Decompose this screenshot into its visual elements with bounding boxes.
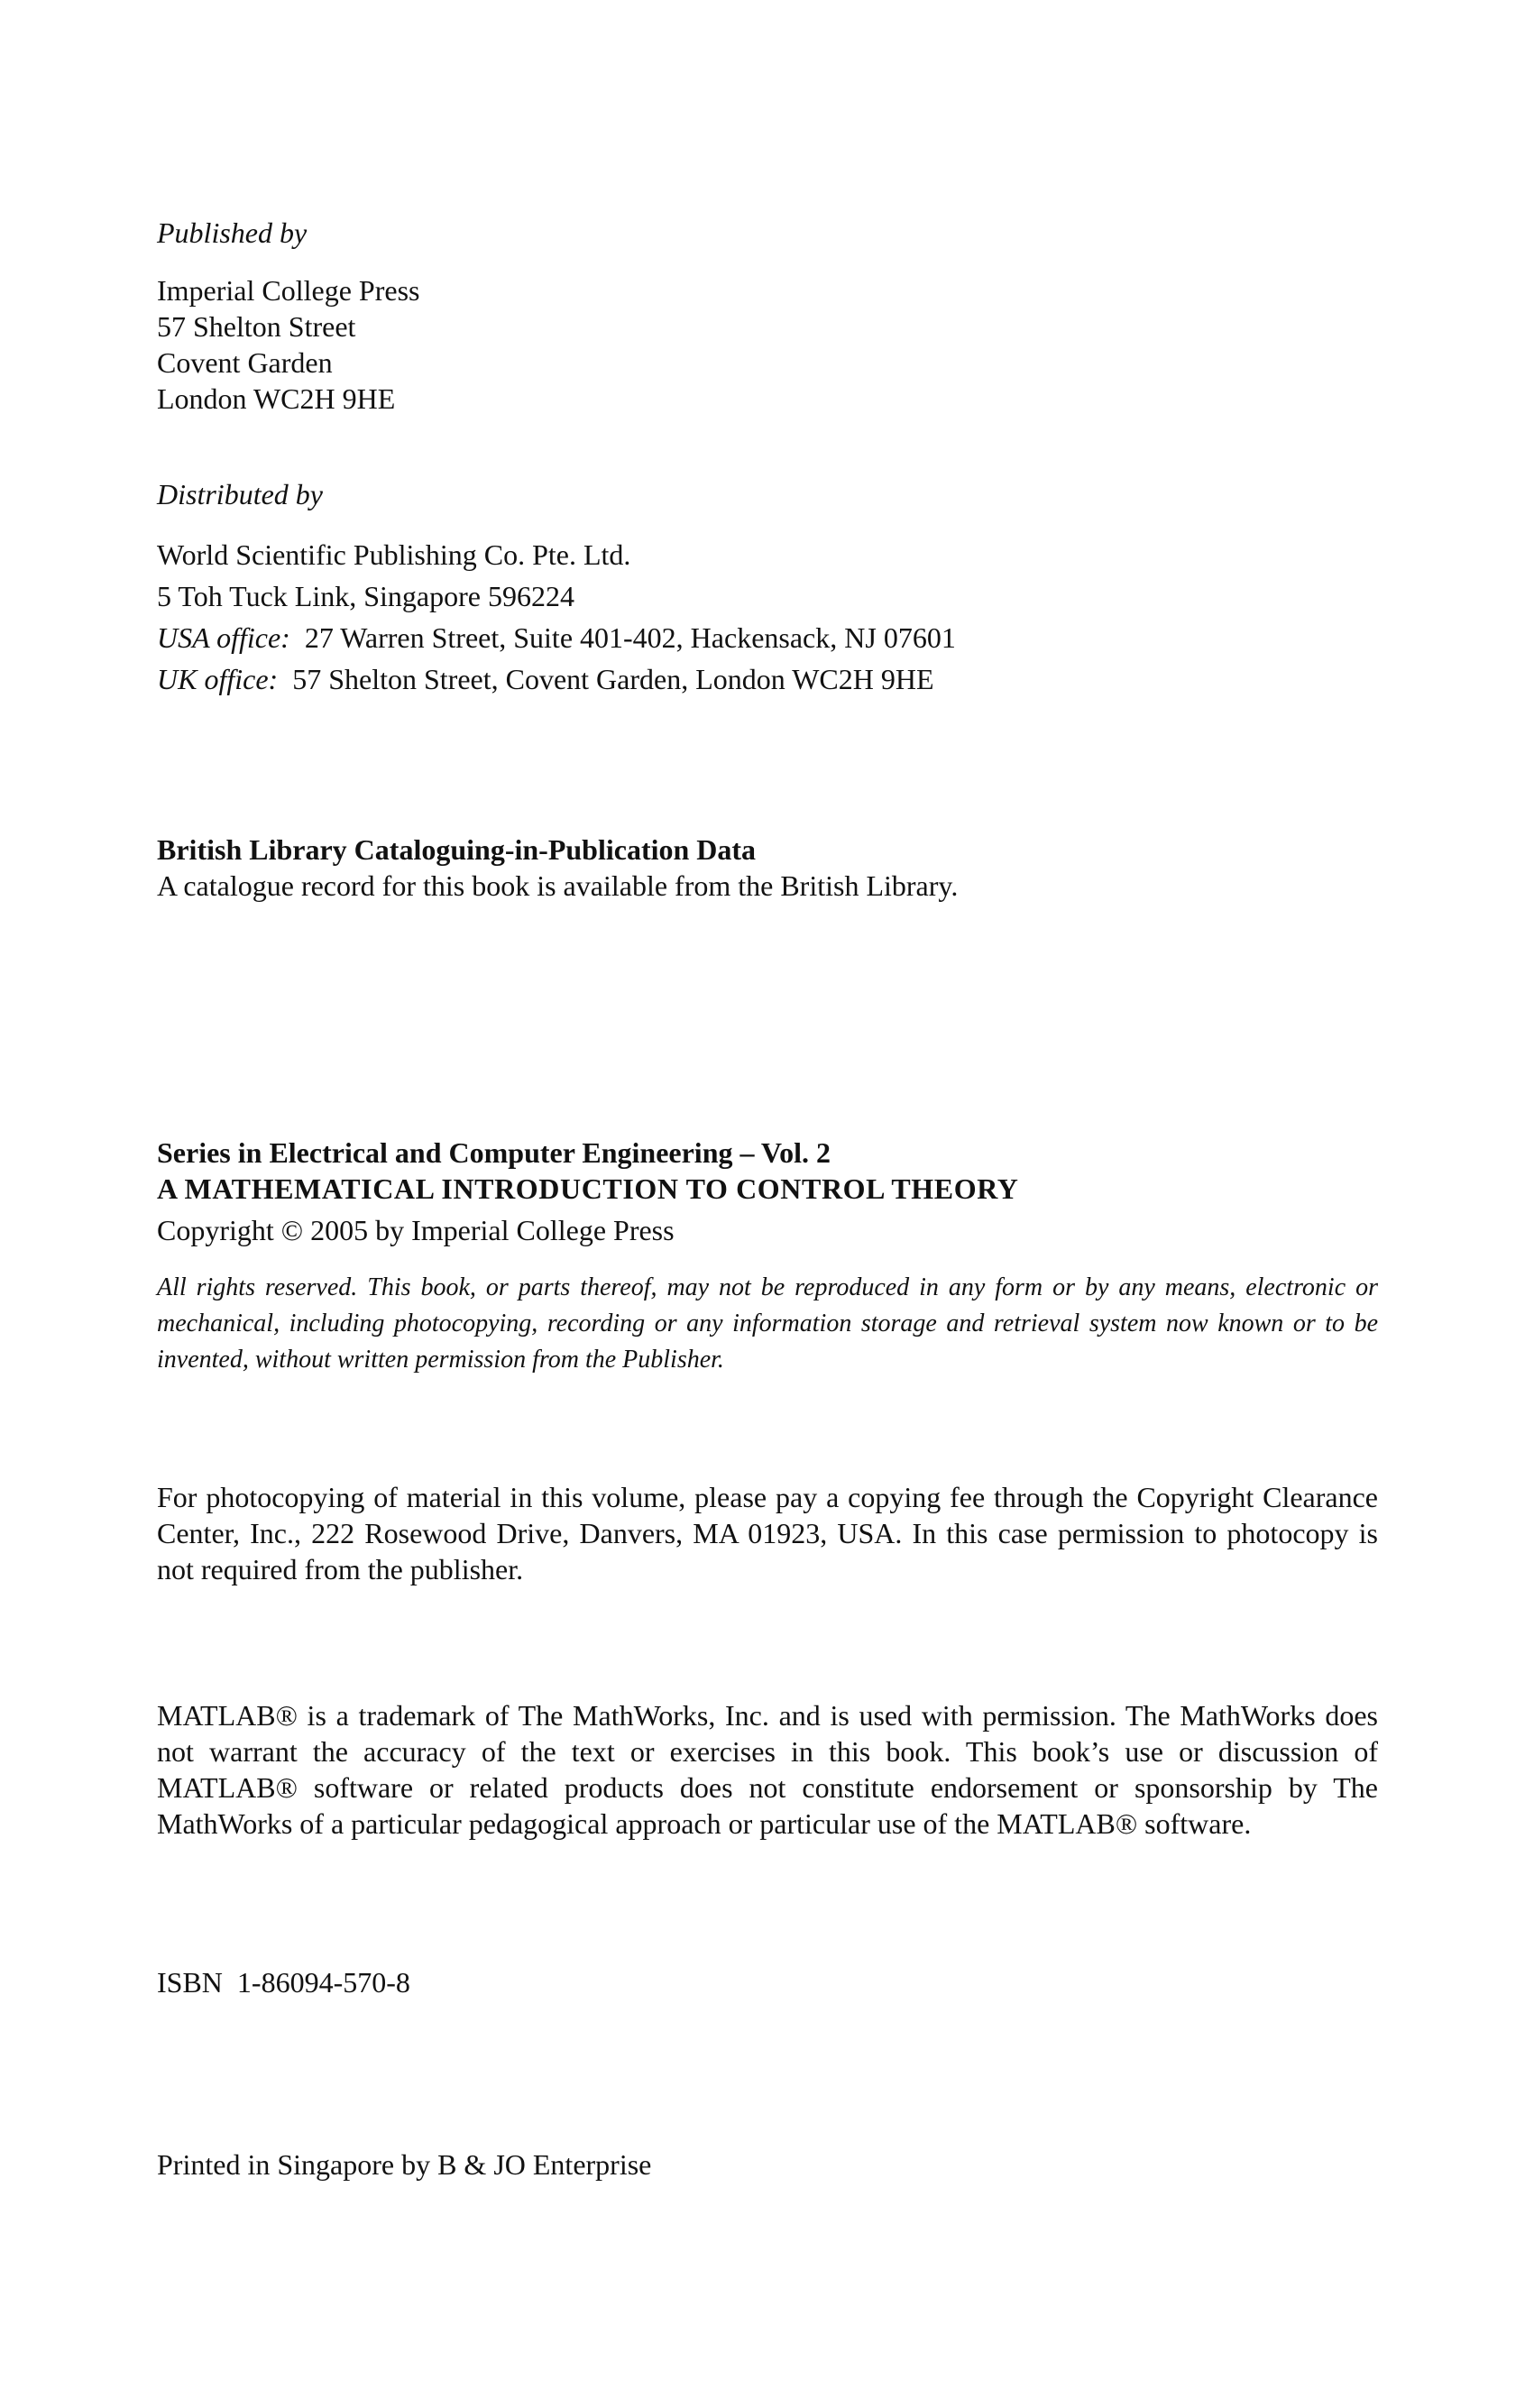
printed-section <box>157 2146 1378 2183</box>
isbn-label: ISBN <box>157 1966 223 1999</box>
matlab-section <box>157 1697 1378 1842</box>
cataloguing-section <box>157 832 1378 904</box>
published-by-section <box>157 215 1378 251</box>
usa-office-address: 27 Warren Street, Suite 401-402, Hackensack, NJ 07601 <box>304 621 956 654</box>
distributed-by-section <box>157 476 1378 512</box>
uk-office-label: UK office: <box>157 663 279 695</box>
cataloguing-heading: British Library Cataloguing-in-Publication Data <box>157 833 757 866</box>
distributor-street: 5 Toh Tuck Link, Singapore 596224 <box>157 580 574 612</box>
matlab-text: MATLAB® is a trademark of The MathWorks, Inc. and is used with permission. The MathWorks does not warrant the accuracy of the text or exercises in this book. This book’s use or discussion of MATLAB® software or related products does not constitute endorsement or sponsorship by The MathWorks of a particular pedagogical approach or particular use of the MATLAB® software. <box>157 1699 1378 1840</box>
isbn-line <box>157 1964 1378 2000</box>
distributor-name: World Scientific Publishing Co. Pte. Ltd. <box>157 538 631 571</box>
distributor-address <box>157 534 1378 700</box>
publisher-address <box>157 272 1378 417</box>
publisher-city: London WC2H 9HE <box>157 382 396 415</box>
series-section <box>157 1135 1378 1248</box>
series-title: Series in Electrical and Computer Engineering – Vol. 2 <box>157 1136 831 1169</box>
photocopying-section <box>157 1479 1378 1587</box>
published-by-heading: Published by <box>157 216 308 249</box>
publisher-street: 57 Shelton Street <box>157 310 356 343</box>
printed-text: Printed in Singapore by B & JO Enterprise <box>157 2148 652 2181</box>
copyright-line: Copyright © 2005 by Imperial College Press <box>157 1214 675 1246</box>
distributed-by-heading: Distributed by <box>157 478 323 510</box>
isbn-section <box>157 1964 1378 2000</box>
cataloguing-text: A catalogue record for this book is available from the British Library. <box>157 869 959 902</box>
rights-statement: All rights reserved. This book, or parts thereof, may not be reproduced in any form or by any means, electronic or mechanical, including photocopying, recording or any information storage and retrieval system now known or to be invented, without written permission from the Publisher. <box>157 1273 1378 1374</box>
uk-office-address: 57 Shelton Street, Covent Garden, London WC2H 9HE <box>292 663 934 695</box>
usa-office-line <box>157 617 1378 658</box>
usa-office-label: USA office: <box>157 621 290 654</box>
rights-section <box>157 1270 1378 1378</box>
uk-office-line <box>157 658 1378 700</box>
publisher-district: Covent Garden <box>157 346 333 379</box>
publisher-name: Imperial College Press <box>157 274 420 307</box>
isbn-number: 1-86094-570-8 <box>236 1966 410 1999</box>
photocopying-text: For photocopying of material in this volume, please pay a copying fee through the Copyright Clearance Center, Inc., 222 Rosewood Drive, Danvers, MA 01923, USA. In this case permission to photocopy is not required from the publisher. <box>157 1481 1378 1585</box>
book-title: A MATHEMATICAL INTRODUCTION TO CONTROL THEORY <box>157 1172 1019 1205</box>
